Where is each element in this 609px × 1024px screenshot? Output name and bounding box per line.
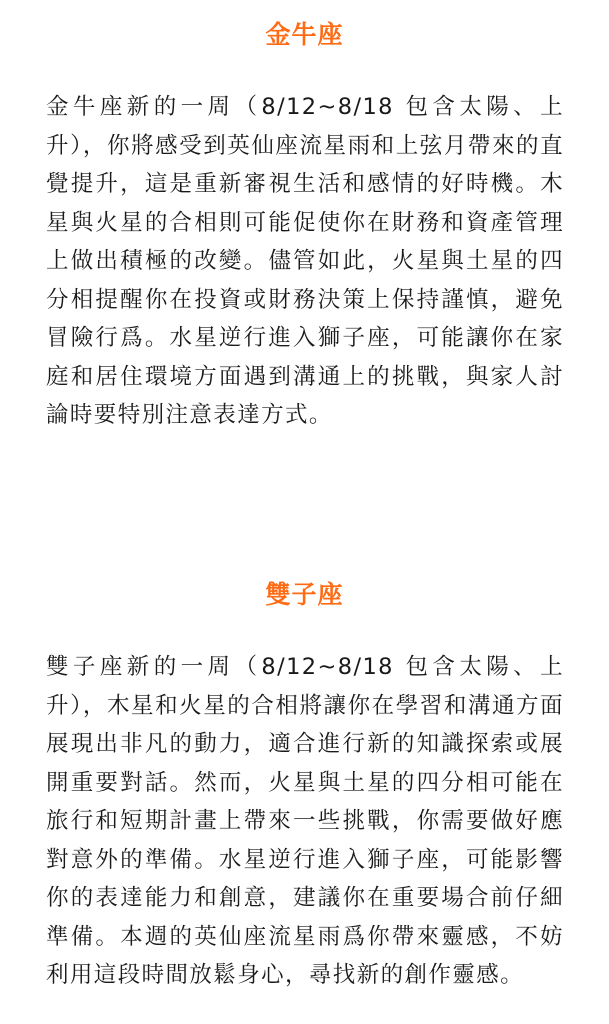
section-body-taurus: 金牛座新的一周（8/12~8/18 包含太陽、上升），你將感受到英仙座流星雨和上弦月帶來的直覺提升，這是重新審視生活和感情的好時機。木星與火星的合相則可能促使你在財務和資產管理上做出積極的改變。儘管如此，火星與土星的四分相提醒你在投資或財務決策上保持謹慎，避免冒險行爲。水星逆行進入獅子座，可能讓你在家庭和居住環境方面遇到溝通上的挑戰，與家人討論時要特別注意表達方式。 — [46, 94, 564, 428]
section-body-gemini: 雙子座新的一周（8/12~8/18 包含太陽、上升），木星和火星的合相將讓你在學習和溝通方面展現出非凡的動力，適合進行新的知識探索或展開重要對話。然而，火星與土星的四分相可能在旅行和短期計畫上帶來一些挑戰，你需要做好應對意外的準備。水星逆行進入獅子座，可能影響你的表達能力和創意，建議你在重要場合前仔細準備。本週的英仙座流星雨爲你帶來靈感，不妨利用這段時間放鬆身心，尋找新的創作靈感。 — [46, 654, 564, 988]
section-title-gemini: 雙子座 — [265, 580, 344, 609]
section-title-taurus: 金牛座 — [265, 20, 344, 49]
